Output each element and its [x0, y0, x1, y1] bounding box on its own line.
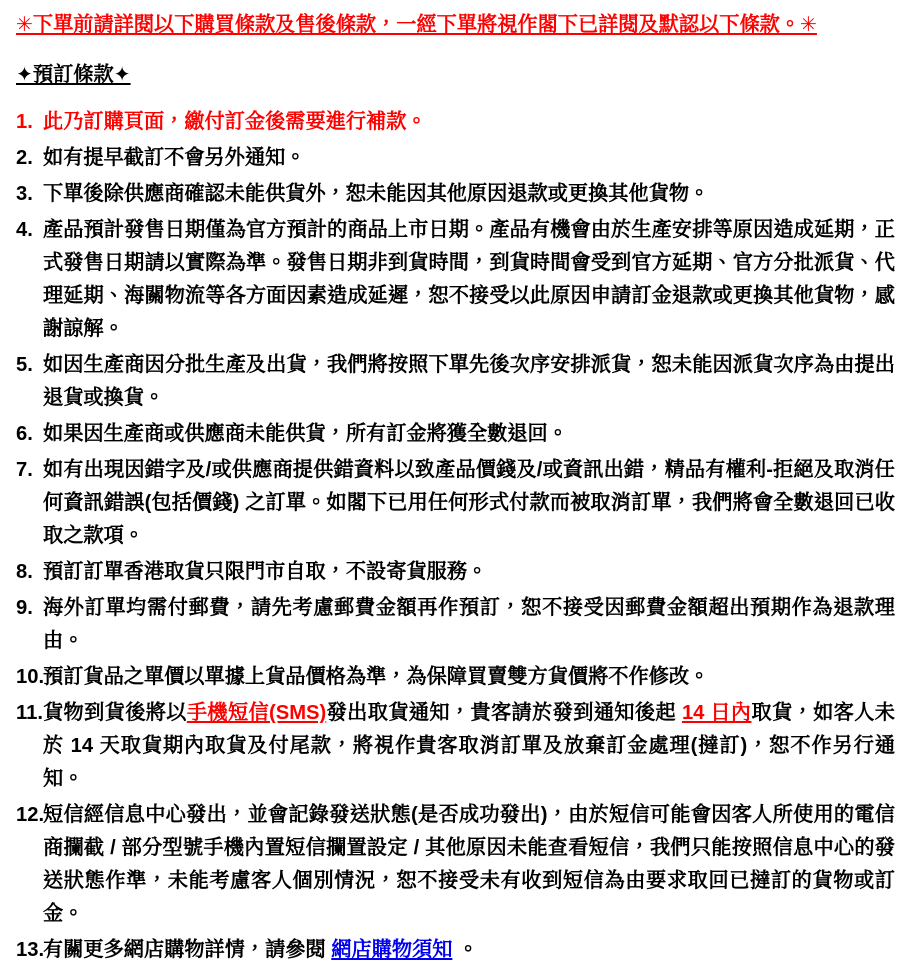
- term-item-5: [16, 349, 895, 415]
- term-number: 4.: [16, 219, 33, 241]
- term-number: 7.: [16, 459, 33, 481]
- term-text: 預訂訂單香港取貨只限門市自取，不設寄貨服務。: [43, 561, 488, 583]
- term-text: 下單後除供應商確認未能供貨外，恕未能因其他原因退款或更換其他貨物。: [43, 183, 710, 205]
- term-number: 10.: [16, 666, 45, 688]
- term-item-9: [16, 592, 895, 658]
- highlighted-term-text: 手機短信(SMS): [186, 702, 327, 724]
- term-number: 6.: [16, 423, 33, 445]
- term-text: 有關更多網店購物詳情，請參閱: [43, 939, 332, 961]
- term-number: 12.: [16, 804, 45, 826]
- term-text: 短信經信息中心發出，並會記錄發送狀態(是否成功發出)，由於短信可能會因客人所使用的電信商攔截 / 部分型號手機內置短信攔置設定 / 其他原因未能查看短信，我們只能按照信息中心的發送狀態作準，未能考慮客人個別情況，恕不接受未有收到短信為由要求取回已撻訂的貨物或訂金。: [43, 804, 895, 925]
- term-number: 5.: [16, 354, 33, 376]
- term-item-2: [16, 142, 895, 175]
- term-text: 取貨，如客人未於 14 天取貨期內取貨及付尾款，將視作貴客取消訂單及放棄訂金處理(撻訂)，恕不作另行通知。: [43, 702, 895, 790]
- term-text: 如有提早截訂不會另外通知。: [43, 147, 306, 169]
- term-number: 13.: [16, 939, 45, 961]
- term-text: 貨物到貨後將以: [43, 702, 187, 724]
- term-item-7: [16, 454, 895, 553]
- term-item-11: [16, 697, 895, 796]
- term-text: 此乃訂購頁面，繳付訂金後需要進行補款。: [43, 111, 427, 133]
- term-text: 如果因生產商或供應商未能供貨，所有訂金將獲全數退回。: [43, 423, 568, 445]
- term-number: 2.: [16, 147, 33, 169]
- term-number: 11.: [16, 702, 43, 724]
- term-number: 1.: [16, 111, 33, 133]
- term-item-1: [16, 106, 895, 139]
- term-text: 如因生產商因分批生產及出貨，我們將按照下單先後次序安排派貨，恕未能因派貨次序為由提出退貨或換貨。: [43, 354, 895, 409]
- term-item-13: [16, 934, 895, 967]
- term-text: 。: [452, 939, 479, 961]
- term-text: 發出取貨通知，貴客請於發到通知後起: [326, 702, 682, 724]
- term-text: 如有出現因錯字及/或供應商提供錯資料以致產品價錢及/或資訊出錯，精品有權利-拒絕及取消任何資訊錯誤(包括價錢) 之訂單。如閣下已用任何形式付款而被取消訂單，我們將會全數退回已收取之款項。: [43, 459, 895, 547]
- term-item-8: [16, 556, 895, 589]
- pre-order-warning-banner: ✳下單前請詳閱以下購買條款及售後條款，一經下單將視作閣下已詳閱及默認以下條款。✳: [16, 14, 817, 36]
- term-item-12: [16, 799, 895, 931]
- term-item-3: [16, 178, 895, 211]
- term-text: 海外訂單均需付郵費，請先考慮郵費金額再作預訂，恕不接受因郵費金額超出預期作為退款理由。: [43, 597, 895, 652]
- term-number: 8.: [16, 561, 33, 583]
- term-text: 預訂貨品之單價以單據上貨品價格為準，為保障買賣雙方貨價將不作修改。: [43, 666, 710, 688]
- term-item-6: [16, 418, 895, 451]
- terms-list: [16, 106, 895, 967]
- section-title-preorder-terms: ✦預訂條款✦: [16, 64, 131, 86]
- term-item-4: [16, 214, 895, 346]
- store-shopping-notice-link[interactable]: 網店購物須知: [331, 939, 453, 961]
- highlighted-term-text: 14 日內: [681, 702, 752, 724]
- term-number: 9.: [16, 597, 33, 619]
- term-number: 3.: [16, 183, 33, 205]
- term-text: 產品預計發售日期僅為官方預計的商品上市日期。產品有機會由於生產安排等原因造成延期，正式發售日期請以實際為準。發售日期非到貨時間，到貨時間會受到官方延期、官方分批派貨、代理延期、海關物流等各方面因素造成延遲，恕不接受以此原因申請訂金退款或更換其他貨物，感謝諒解。: [43, 219, 895, 340]
- term-item-10: [16, 661, 895, 694]
